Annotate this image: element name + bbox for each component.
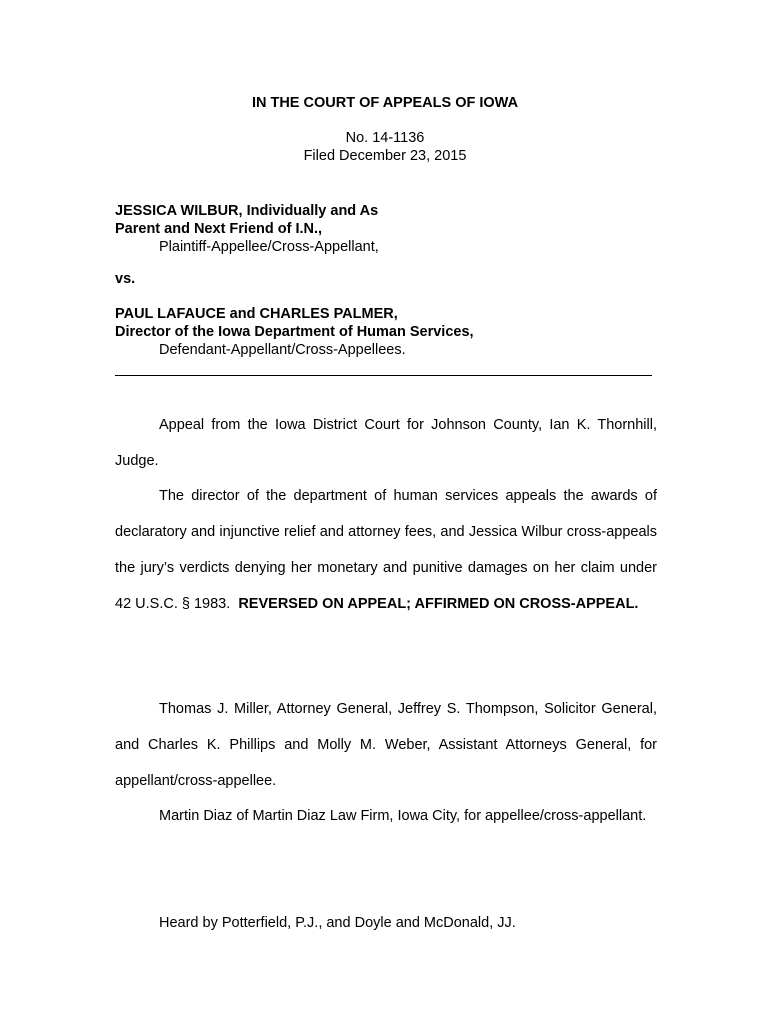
disposition: REVERSED ON APPEAL; AFFIRMED ON CROSS-APPEAL. — [238, 596, 639, 612]
counsel-appellee: Martin Diaz of Martin Diaz Law Firm, Iowa City, for appellee/cross-appellant. — [159, 808, 647, 824]
plaintiff-role: Plaintiff-Appellee/Cross-Appellant, — [159, 239, 379, 255]
appeal-from-paragraph: Appeal from the Iowa District Court for Johnson County, Ian K. Thornhill, Judge. — [115, 417, 657, 469]
panel-statement: Heard by Potterfield, P.J., and Doyle and McDonald, JJ. — [159, 915, 516, 931]
court-title: IN THE COURT OF APPEALS OF IOWA — [251, 95, 519, 111]
case-summary-text: The director of the department of human services appeals the awards of declaratory and injunctive relief and attorney fees, and Jessica Wilbur cross-appeals the jury’s verdicts denying her monetary and punitive damages on her claim under 42 U.S.C. § 1983. — [115, 488, 657, 612]
defendant-title: Director of the Iowa Department of Human Services, — [115, 324, 474, 340]
case-summary-paragraph — [115, 478, 657, 622]
plaintiff-name: JESSICA WILBUR, Individually and As — [115, 203, 379, 219]
caption-divider — [115, 375, 652, 376]
defendant-block — [115, 305, 675, 359]
plaintiff-block — [115, 202, 675, 256]
plaintiff-capacity: Parent and Next Friend of I.N., — [115, 221, 323, 237]
filed-date: Filed December 23, 2015 — [303, 148, 467, 164]
defendant-names: PAUL LAFAUCE and CHARLES PALMER, — [115, 306, 398, 322]
docket-block — [0, 129, 770, 165]
defendant-role: Defendant-Appellant/Cross-Appellees. — [159, 342, 406, 358]
case-number: No. 14-1136 — [345, 130, 425, 146]
counsel-appellant: Thomas J. Miller, Attorney General, Jeffrey S. Thompson, Solicitor General, and Charles K. Phillips and Molly M. Weber, Assistant Attorneys General, for appellant/cross-appellee. — [115, 701, 657, 789]
versus-label: vs. — [115, 271, 136, 287]
